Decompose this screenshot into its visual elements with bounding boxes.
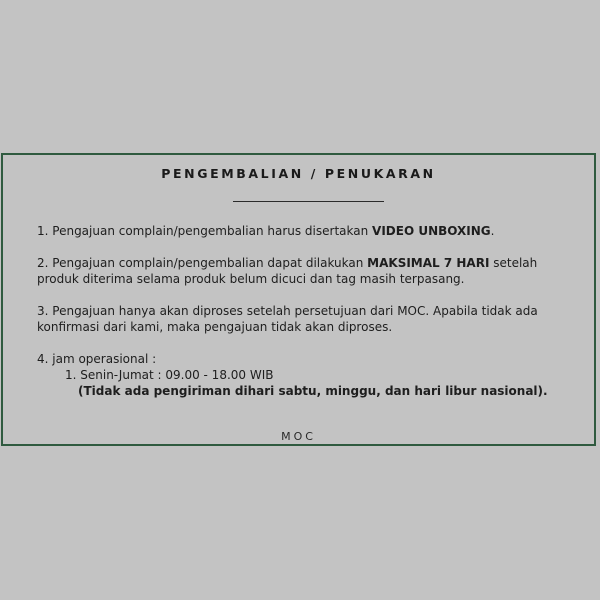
brand-logo: MOC [281,430,316,443]
policy-item-highlight: VIDEO UNBOXING [372,224,491,238]
policy-item-3 [37,303,577,335]
policy-item-text: Pengajuan complain/pengembalian dapat dilakukan [52,256,368,270]
policy-content [37,223,577,399]
policy-item-number: 2. [37,256,53,270]
policy-item-text: Pengajuan hanya akan diproses setelah persetujuan dari MOC. Apabila tidak ada konfirmasi dari kami, maka pengajuan tidak akan diproses. [37,304,538,334]
return-policy-panel [1,153,596,446]
operating-hours-label: 4. jam operasional : [37,352,157,366]
policy-item-text: Pengajuan complain/pengembalian harus disertakan [52,224,373,238]
policy-item-number: 3. [37,304,53,318]
operating-hours-entry: 1. Senin-Jumat : 09.00 - 18.00 WIB [65,368,274,382]
title-underline [233,201,384,202]
policy-item-highlight: MAKSIMAL 7 HARI [367,256,490,270]
policy-item-1 [37,223,577,239]
policy-item-number: 1. [37,224,53,238]
shipping-note: (Tidak ada pengiriman dihari sabtu, minggu, dan hari libur nasional). [78,384,548,398]
page-title: PENGEMBALIAN / PENUKARAN [161,166,436,181]
policy-item-text-end: . [490,224,495,238]
policy-item-2 [37,255,577,287]
policy-item-text-end: setelah produk diterima selama produk belum dicuci dan tag masih terpasang. [37,256,538,286]
